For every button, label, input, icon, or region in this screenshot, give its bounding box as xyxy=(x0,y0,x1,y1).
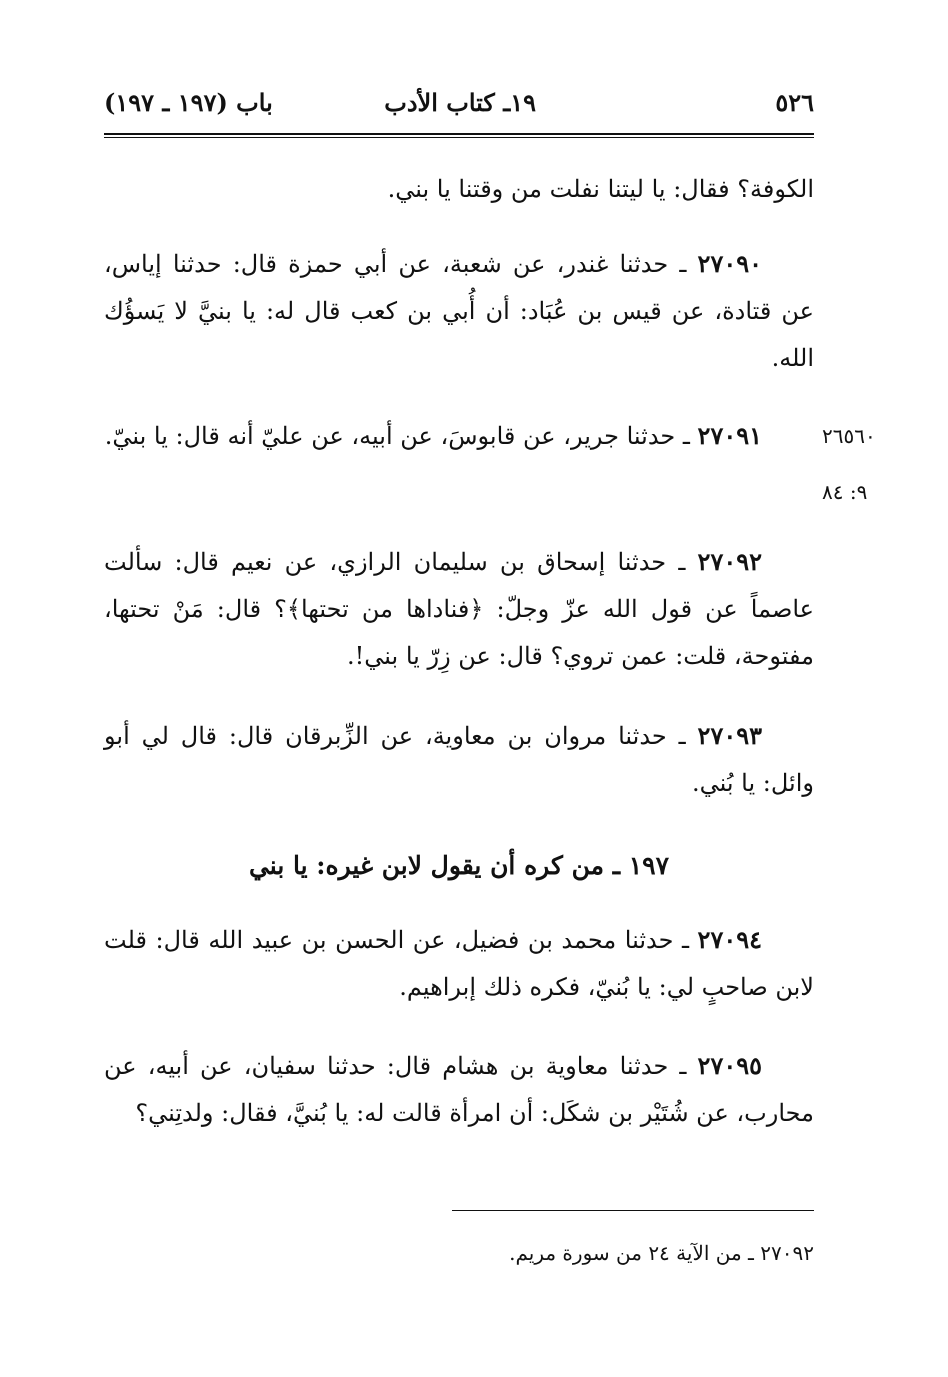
hadith-paragraph xyxy=(104,412,814,460)
hadith-number: ٢٧٠٩٢ xyxy=(697,547,762,576)
hadith-paragraph xyxy=(104,1042,814,1137)
margin-reference: ٢٦٥٦٠ xyxy=(822,424,876,448)
hadith-paragraph xyxy=(104,712,814,807)
paragraph-continuation xyxy=(104,166,814,213)
paragraph-text: ـ حدثنا جرير، عن قابوسَ، عن أبيه، عن عليّ أنه قال: يا بنيّ. xyxy=(104,422,698,450)
hadith-number: ٢٧٠٩٥ xyxy=(697,1051,762,1080)
paragraph-text: ـ حدثنا معاوية بن هشام قال: حدثنا سفيان، عن أبيه، عن محارب، عن شُتَيْر بن شكَل: أن امرأة قالت له: يا بُنيَّ، فقال: ولدتِني؟ xyxy=(104,1052,814,1127)
hadith-number: ٢٧٠٩٤ xyxy=(697,925,762,954)
hadith-paragraph xyxy=(104,240,814,382)
paragraph-text: الكوفة؟ فقال: يا ليتنا نفلت من وقتنا يا بني. xyxy=(387,175,814,203)
paragraph-text: ـ حدثنا إسحاق بن سليمان الرازي، عن نعيم قال: سألت عاصماً عن قول الله عزّ وجلّ: ﴿فناداها من تحتها﴾؟ قال: مَنْ تحتها، مفتوحة، قلت: عمن تروي؟ قال: عن زِرّ يا بني!. xyxy=(104,548,814,670)
section-heading: ١٩٧ ـ من كره أن يقول لابن غيره: يا بني xyxy=(248,851,670,880)
margin-reference: ٩: ٨٤ xyxy=(822,480,868,504)
hadith-paragraph xyxy=(104,916,814,1011)
footnote-rule xyxy=(452,1210,814,1211)
book-title: ١٩ـ كتاب الأدب xyxy=(384,88,536,117)
paragraph-text: ـ حدثنا مروان بن معاوية، عن الزِّبرقان قال: قال لي أبو وائل: يا بُني. xyxy=(104,722,814,797)
running-header xyxy=(104,88,814,128)
hadith-number: ٢٧٠٩١ xyxy=(697,421,762,450)
header-rule xyxy=(104,133,814,138)
footnote: ٢٧٠٩٢ ـ من الآية ٢٤ من سورة مريم. xyxy=(509,1241,814,1265)
page-number: ٥٢٦ xyxy=(775,88,814,117)
hadith-number: ٢٧٠٩٣ xyxy=(697,721,762,750)
paragraph-text: ـ حدثنا محمد بن فضيل، عن الحسن بن عبيد الله قال: قلت لابن صاحبٍ لي: يا بُنيّ، فكره ذلك إبراهيم. xyxy=(104,926,814,1001)
hadith-paragraph xyxy=(104,538,814,680)
hadith-number: ٢٧٠٩٠ xyxy=(697,249,762,278)
chapter-range: باب (١٩٧ ـ ١٩٧) xyxy=(104,88,273,117)
paragraph-text: ـ حدثنا غندر، عن شعبة، عن أبي حمزة قال: حدثنا إياس، عن قتادة، عن قيس بن عُبَاد: أن أُبي بن كعب قال له: يا بنيَّ لا يَسؤُك الله. xyxy=(104,250,814,372)
